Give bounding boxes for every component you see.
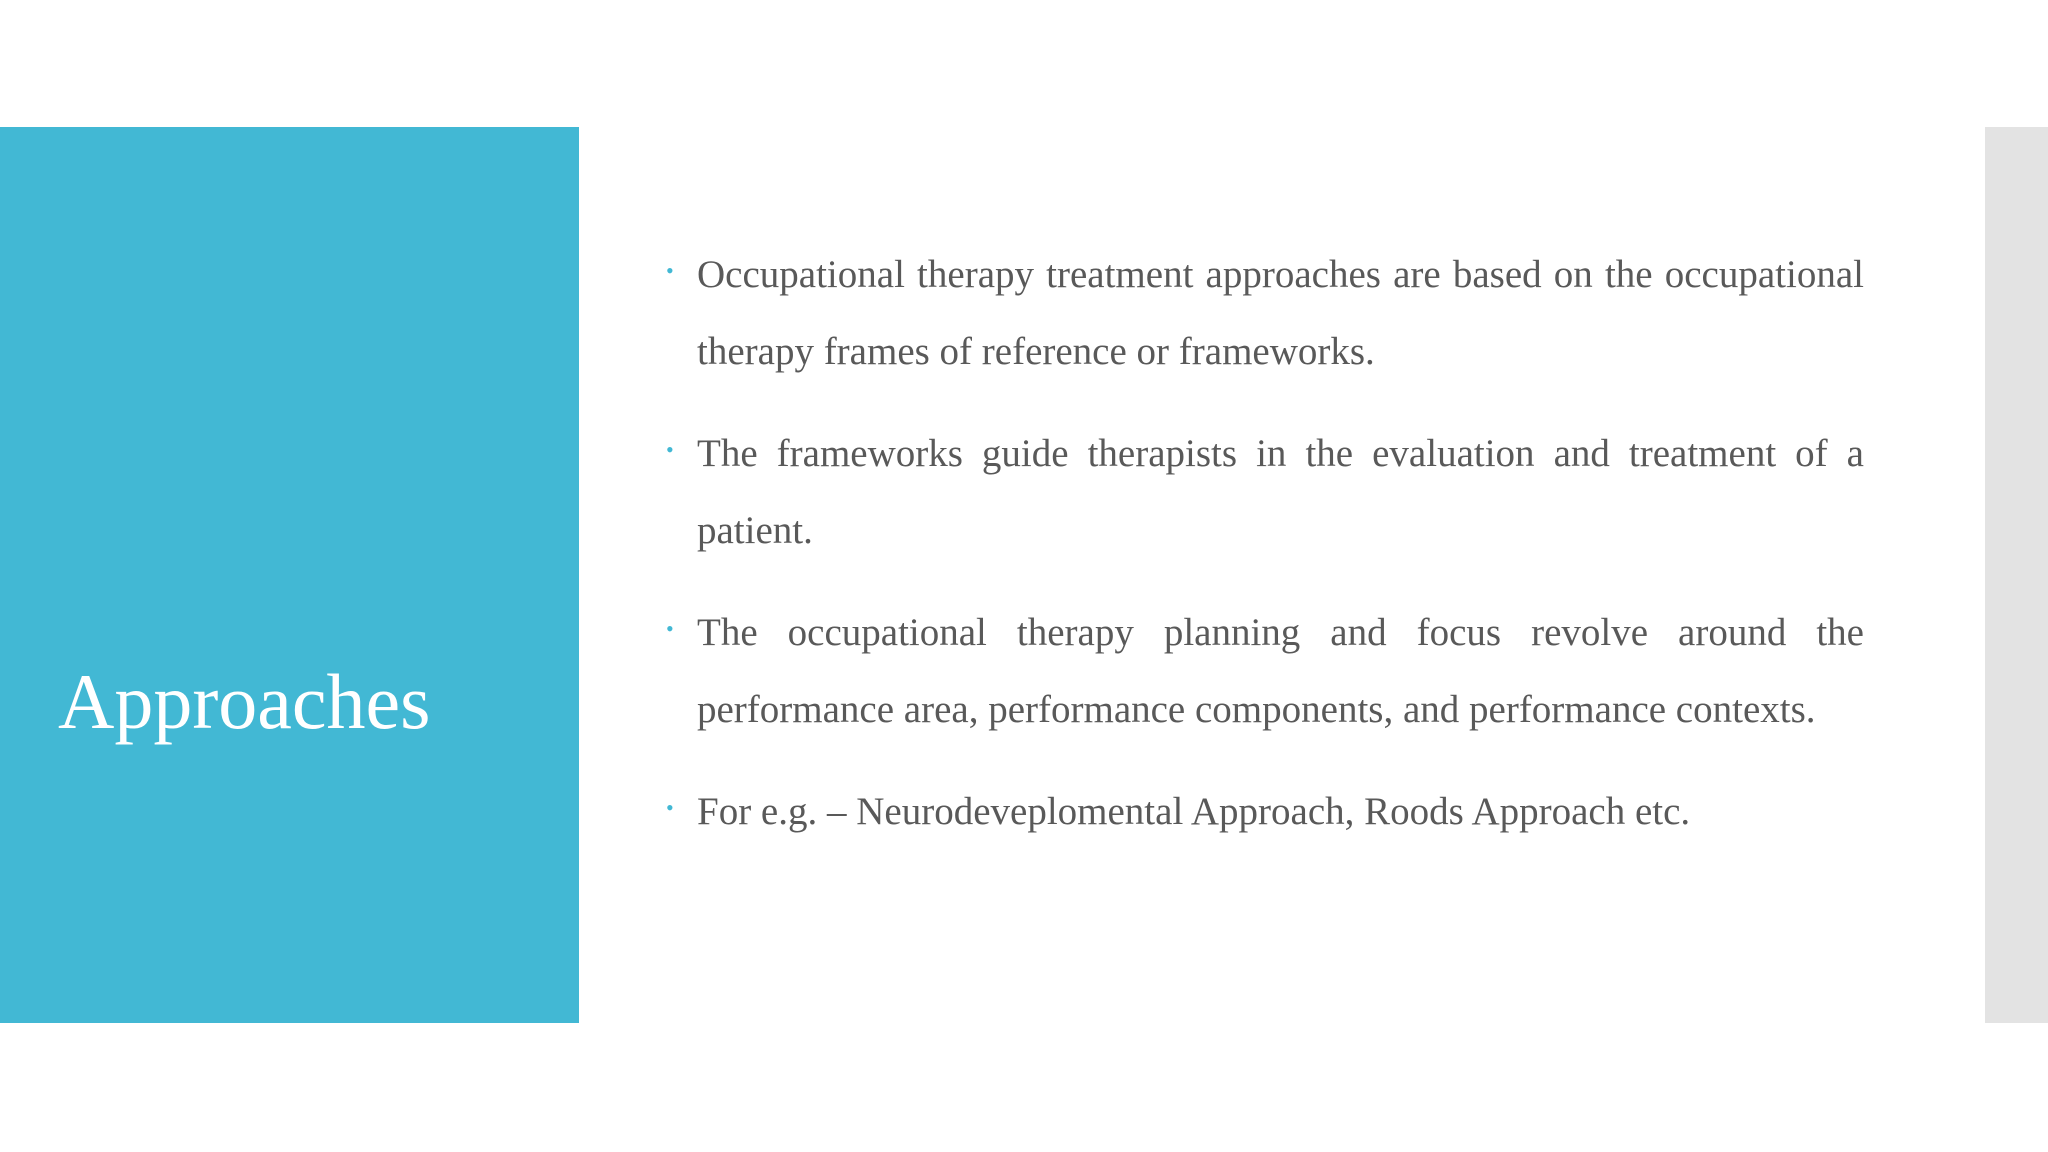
title-panel bbox=[0, 127, 579, 1023]
bullet-item bbox=[666, 236, 1864, 390]
bullet-item bbox=[666, 773, 1864, 850]
bullet-text: Occupational therapy treatment approaches are based on the occupational therapy frames of reference or frameworks. bbox=[697, 253, 1864, 373]
bullet-icon: • bbox=[666, 258, 674, 283]
bullet-icon: • bbox=[666, 437, 674, 462]
slide-title: Approaches bbox=[58, 658, 431, 745]
bullet-list bbox=[666, 236, 1864, 875]
bullet-item bbox=[666, 594, 1864, 748]
bullet-item bbox=[666, 415, 1864, 569]
bullet-text: For e.g. – Neurodeveplomental Approach, Roods Approach etc. bbox=[697, 790, 1691, 833]
side-decoration-strip bbox=[1985, 127, 2048, 1023]
bullet-icon: • bbox=[666, 795, 674, 820]
bullet-text: The occupational therapy planning and focus revolve around the performance area, performance components, and performance contexts. bbox=[697, 611, 1864, 731]
bullet-text: The frameworks guide therapists in the evaluation and treatment of a patient. bbox=[697, 432, 1864, 552]
bullet-icon: • bbox=[666, 616, 674, 641]
